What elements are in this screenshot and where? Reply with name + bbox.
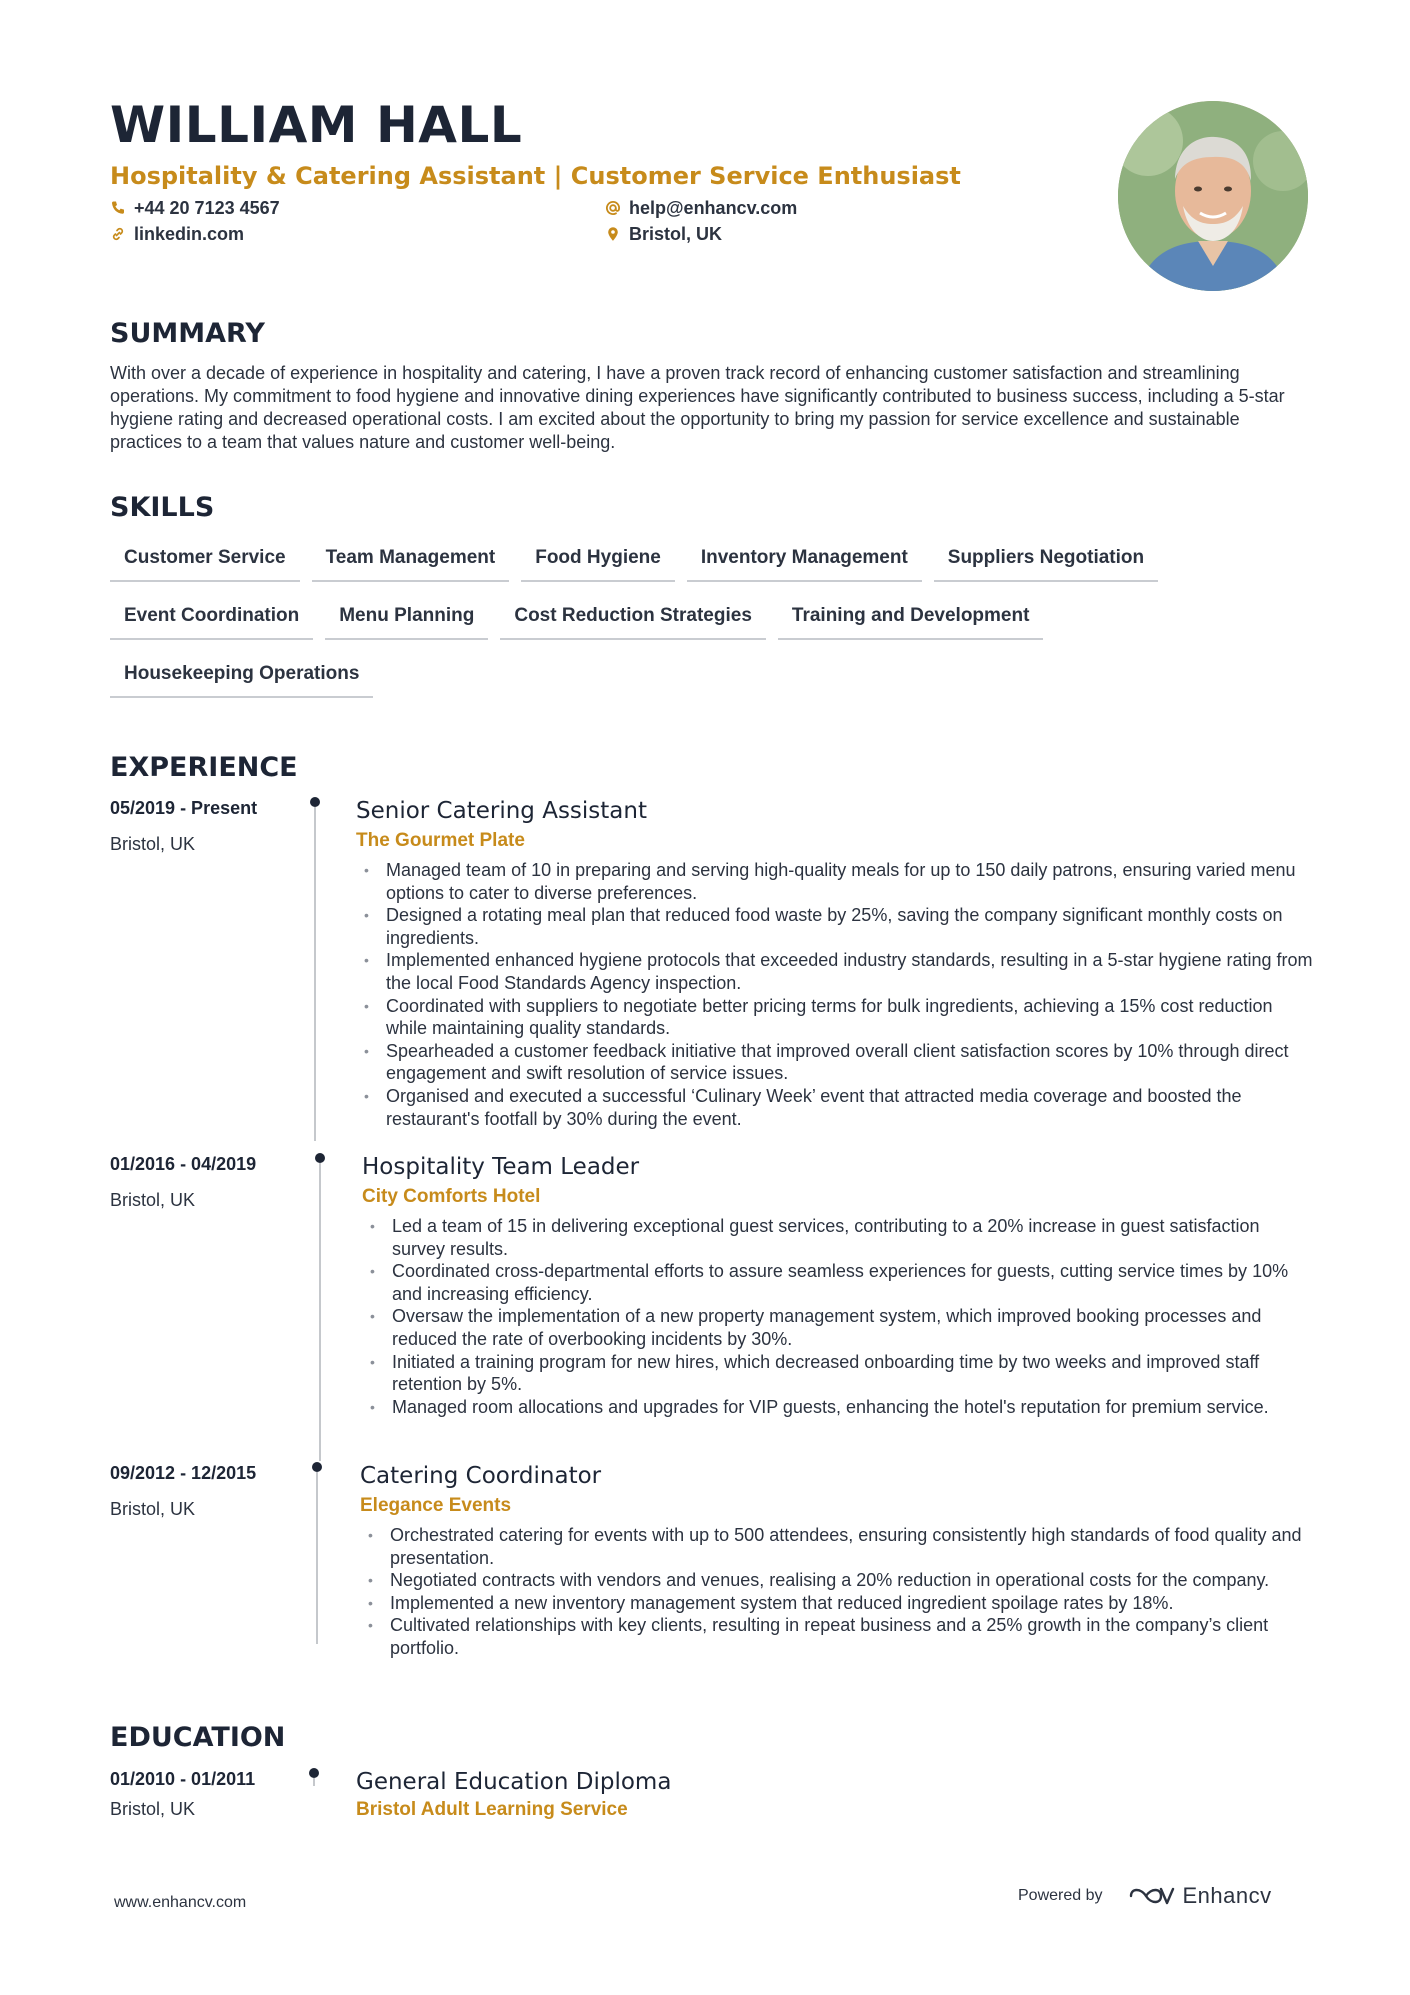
phone-icon xyxy=(110,200,126,216)
job-dates: 09/2012 - 12/2015 xyxy=(110,1463,257,1483)
powered-by-label: Powered by xyxy=(1018,1887,1103,1904)
job-role: Hospitality Team Leader xyxy=(362,1154,640,1180)
skills-heading: SKILLS xyxy=(110,492,215,523)
job-company: Elegance Events xyxy=(360,1495,512,1516)
skill-tag: Cost Reduction Strategies xyxy=(500,596,766,640)
enhancv-brand-text: Enhancv xyxy=(1182,1883,1272,1908)
at-icon xyxy=(605,200,621,216)
job-location: Bristol, UK xyxy=(110,1190,196,1210)
job-bullet: • Organised and executed a successful ‘Culinary Week’ event that attracted media coverage and boosted the restaurant's footfall by 30% during the event. xyxy=(356,1085,1316,1130)
candidate-title: Hospitality & Catering Assistant | Customer Service Enthusiast xyxy=(110,162,961,190)
job-bullet: • Implemented a new inventory management system that reduced ingredient spoilage rates by 18%. xyxy=(360,1592,1310,1615)
job-content xyxy=(356,797,1316,1130)
job-bullets xyxy=(362,1215,1312,1418)
job-dates: 01/2016 - 04/2019 xyxy=(110,1154,257,1174)
job-bullet: • Managed room allocations and upgrades for VIP guests, enhancing the hotel's reputation for premium service. xyxy=(362,1396,1312,1419)
timeline-dot xyxy=(312,1462,322,1472)
profile-photo xyxy=(1118,101,1308,291)
job-bullet: • Implemented enhanced hygiene protocols that exceeded industry standards, resulting in a 5-star hygiene rating from the local Food Standards Agency inspection. xyxy=(356,949,1316,994)
skills-list xyxy=(110,538,1310,698)
resume-header xyxy=(110,95,1110,245)
phone-text: +44 20 7123 4567 xyxy=(134,198,280,218)
summary-text: With over a decade of experience in hospitality and catering, I have a proven track record of enhancing customer satisfaction and streamlining operations. My commitment to food hygiene and innovative dining experiences have significantly contributed to business success, including a 5-star hygiene rating and decreased operational costs. I am excited about the opportunity to bring my passion for service excellence and sustainable practices to a team that values nature and customer well-being. xyxy=(110,363,1285,452)
location-contact xyxy=(605,223,1005,245)
skill-tag: Suppliers Negotiation xyxy=(934,538,1158,582)
job-bullet: • Orchestrated catering for events with up to 500 attendees, ensuring consistently high standards of food quality and presentation. xyxy=(360,1524,1310,1569)
linkedin-text[interactable]: linkedin.com xyxy=(134,224,245,244)
education-location: Bristol, UK xyxy=(110,1799,196,1819)
job-location: Bristol, UK xyxy=(110,834,196,854)
linkedin-contact[interactable] xyxy=(110,223,605,245)
timeline-line xyxy=(316,1472,318,1644)
job-bullet: • Negotiated contracts with vendors and venues, realising a 20% reduction in operational costs for the company. xyxy=(360,1569,1310,1592)
job-bullet: • Coordinated with suppliers to negotiate better pricing terms for bulk ingredients, achieving a 15% cost reduction while maintaining quality standards. xyxy=(356,995,1316,1040)
experience-heading: EXPERIENCE xyxy=(110,752,298,783)
job-dates: 05/2019 - Present xyxy=(110,798,258,818)
job-bullet: • Oversaw the implementation of a new property management system, which improved booking processes and reduced the rate of overbooking incidents by 30%. xyxy=(362,1305,1312,1350)
timeline-dot xyxy=(309,1768,319,1778)
education-degree: General Education Diploma xyxy=(356,1769,672,1795)
job-content xyxy=(360,1462,1310,1660)
education-school: Bristol Adult Learning Service xyxy=(356,1799,628,1820)
job-role: Catering Coordinator xyxy=(360,1463,602,1489)
job-bullets xyxy=(360,1524,1310,1660)
email-contact[interactable] xyxy=(605,197,1005,219)
footer-website[interactable]: www.enhancv.com xyxy=(114,1894,247,1911)
location-text: Bristol, UK xyxy=(629,224,723,244)
enhancv-logo[interactable] xyxy=(1129,1883,1272,1909)
summary-heading: SUMMARY xyxy=(110,318,265,349)
skill-tag: Inventory Management xyxy=(687,538,922,582)
timeline-line xyxy=(314,807,316,1141)
job-bullet: • Cultivated relationships with key clients, resulting in repeat business and a 25% growth in the company’s client portfolio. xyxy=(360,1614,1310,1659)
skill-tag: Team Management xyxy=(312,538,510,582)
skill-tag: Event Coordination xyxy=(110,596,313,640)
skill-tag: Housekeeping Operations xyxy=(110,654,373,698)
job-bullet: • Designed a rotating meal plan that reduced food waste by 25%, saving the company significant monthly costs on ingredients. xyxy=(356,904,1316,949)
timeline-dot xyxy=(315,1153,325,1163)
education-content xyxy=(356,1768,1306,1822)
timeline-dot xyxy=(310,797,320,807)
job-bullet: • Managed team of 10 in preparing and serving high-quality meals for up to 150 daily patrons, ensuring varied menu options to cater to diverse preferences. xyxy=(356,859,1316,904)
contact-info xyxy=(110,197,1110,245)
enhancv-logo-icon xyxy=(1129,1883,1175,1909)
job-bullet: • Coordinated cross-departmental efforts to assure seamless experiences for guests, cutting service times by 10% and increasing efficiency. xyxy=(362,1260,1312,1305)
job-bullet: • Spearheaded a customer feedback initiative that improved overall client satisfaction scores by 10% through direct engagement and swift resolution of service issues. xyxy=(356,1040,1316,1085)
footer-branding xyxy=(1018,1883,1272,1909)
education-dates: 01/2010 - 01/2011 xyxy=(110,1769,256,1789)
location-pin-icon xyxy=(605,226,621,242)
job-content xyxy=(362,1153,1312,1418)
education-heading: EDUCATION xyxy=(110,1722,286,1753)
skill-tag: Customer Service xyxy=(110,538,300,582)
skill-tag: Food Hygiene xyxy=(521,538,675,582)
email-text[interactable]: help@enhancv.com xyxy=(629,198,798,218)
skill-tag: Menu Planning xyxy=(325,596,488,640)
job-bullet: • Initiated a training program for new hires, which decreased onboarding time by two weeks and improved staff retention by 5%. xyxy=(362,1351,1312,1396)
job-role: Senior Catering Assistant xyxy=(356,798,647,824)
job-bullet: • Led a team of 15 in delivering exceptional guest services, contributing to a 20% increase in guest satisfaction survey results. xyxy=(362,1215,1312,1260)
phone-contact xyxy=(110,197,605,219)
candidate-name: WILLIAM HALL xyxy=(110,96,523,154)
job-bullets xyxy=(356,859,1316,1130)
job-location: Bristol, UK xyxy=(110,1499,196,1519)
job-company: City Comforts Hotel xyxy=(362,1186,541,1207)
timeline-line xyxy=(313,1778,315,1786)
job-company: The Gourmet Plate xyxy=(356,830,525,851)
skill-tag: Training and Development xyxy=(778,596,1044,640)
timeline-line xyxy=(319,1163,321,1461)
link-icon xyxy=(110,226,126,242)
